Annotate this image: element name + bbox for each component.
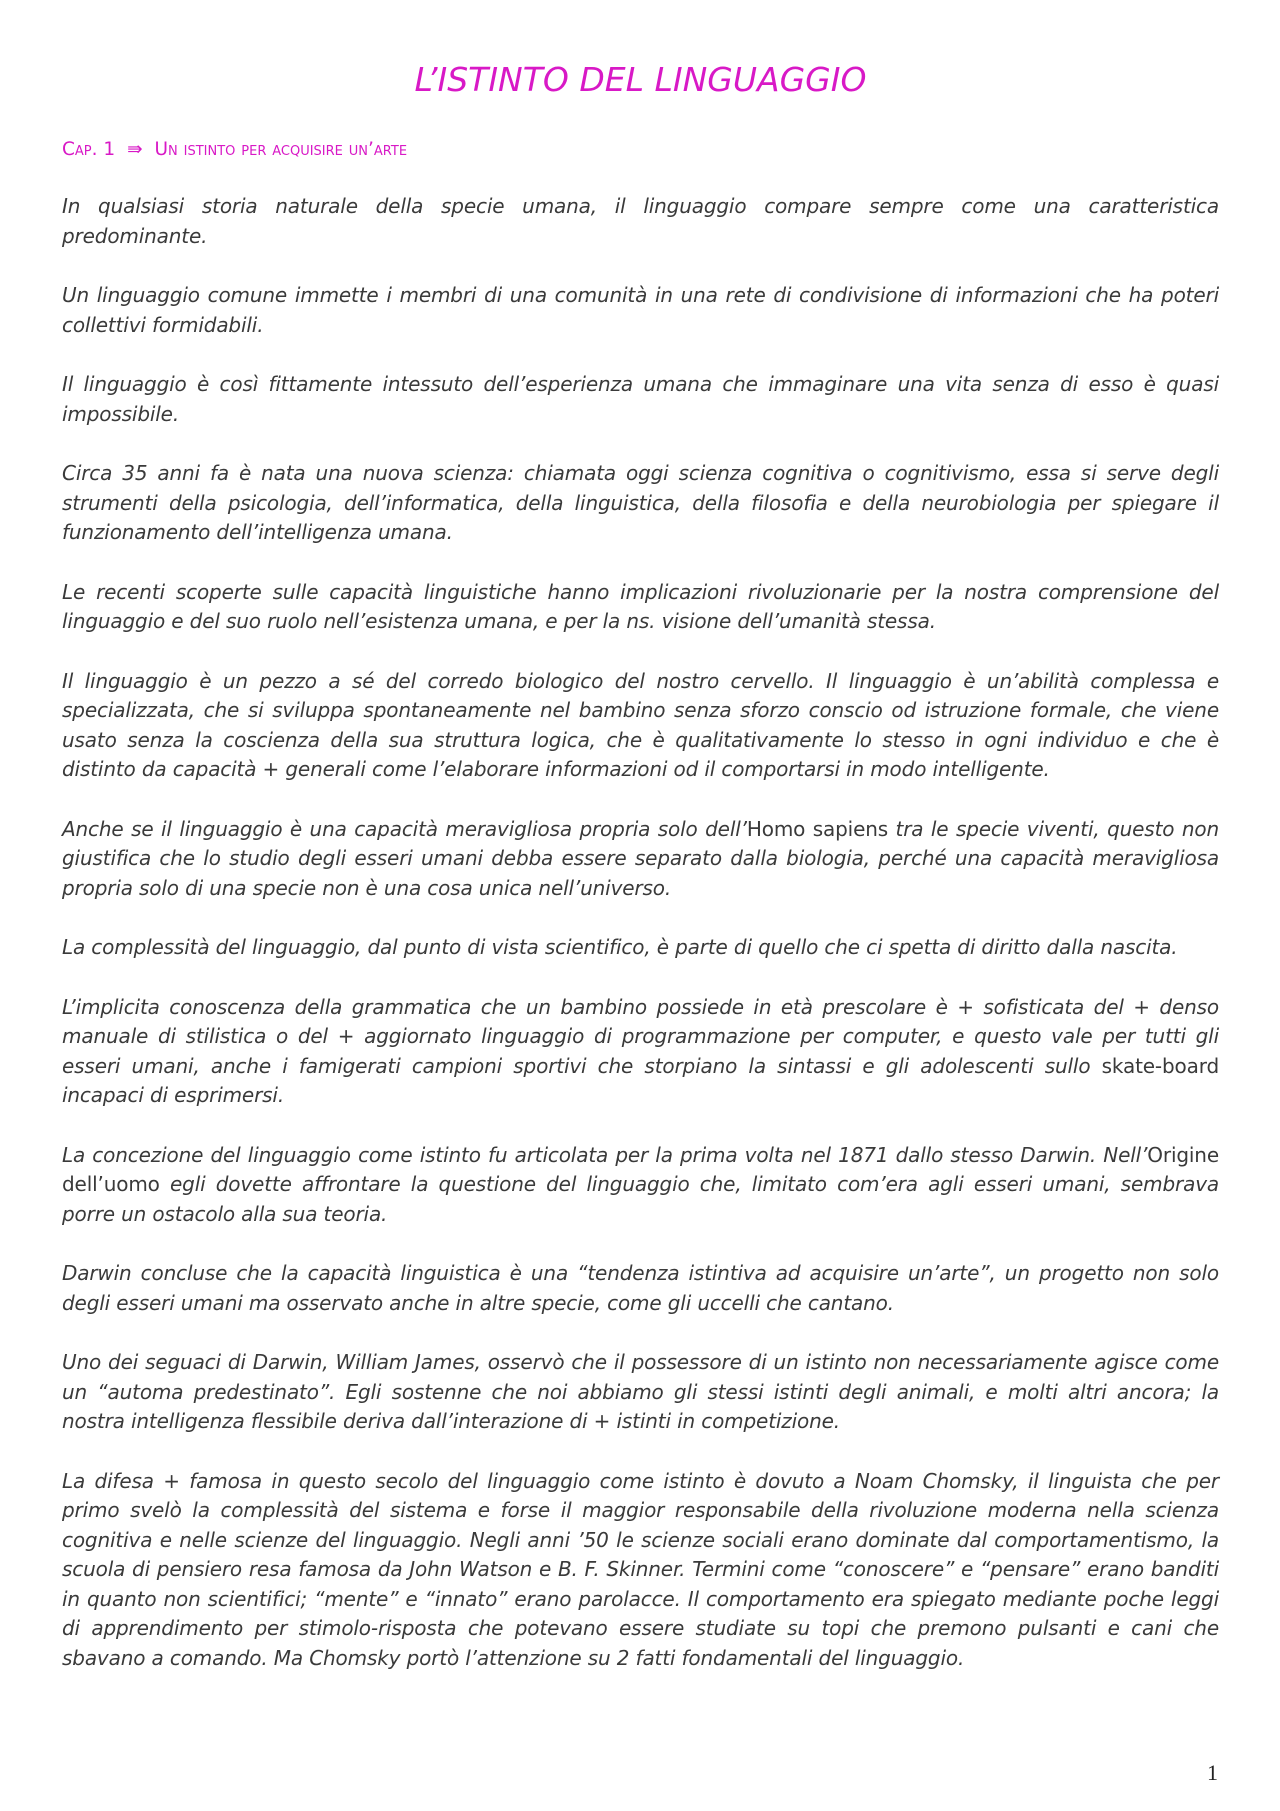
paragraph: La concezione del linguaggio come istinto fu articolata per la prima volta nel 1871 dallo stesso Darwin. Nell’Origine dell’uomo egli dovette affrontare la questione del linguaggio che, limitato com’era agli esseri umani, sembrava porre un ostacolo alla sua teoria. xyxy=(62,1142,1219,1226)
page-number: 1 xyxy=(1207,1760,1218,1785)
paragraph: La complessità del linguaggio, dal punto di vista scientifico, è parte di quello che ci spetta di diritto dalla nascita. xyxy=(62,935,1178,959)
paragraph: Uno dei seguaci di Darwin, William James, osservò che il possessore di un istinto non necessariamente agisce come un “automa predestinato”. Egli sostenne che noi abbiamo gli stessi istinti degli animali, e molti altri ancora; la nostra intelligenza flessibile deriva dall’interazione di + istinti in competizione. xyxy=(62,1350,1219,1433)
chapter-title: Un istinto per acquisire un’arte xyxy=(154,139,408,160)
paragraph: In qualsiasi storia naturale della specie umana, il linguaggio compare sempre come una caratteristica predominante. xyxy=(62,194,1219,248)
emphasis-text: skate-board xyxy=(1101,1053,1219,1078)
paragraph: Anche se il linguaggio è una capacità meravigliosa propria solo dell’Homo sapiens tra le specie viventi, questo non giustifica che lo studio degli esseri umani debba essere separato dalla biologia, perché una capacità meravigliosa propria solo di una specie non è una cosa unica nell’universo. xyxy=(62,816,1219,900)
paragraph: La difesa + famosa in questo secolo del linguaggio come istinto è dovuto a Noam Chomsky, il linguista che per primo svelò la complessità del sistema e forse il maggior responsabile della rivoluzione moderna nella scienza cognitiva e nelle scienze del linguaggio. Negli anni ’50 le scienze sociali erano dominate dal comportamentismo, la scuola di pensiero resa famosa da John Watson e B. F. Skinner. Termini come “conoscere” e “pensare” erano banditi in quanto non scientifici; “mente” e “innato” erano parolacce. Il comportamento era spiegato mediante poche leggi di apprendimento per stimolo-risposta che potevano essere studiate su topi che premono pulsanti e cani che sbavano a comando. Ma Chomsky portò l’attenzione su 2 fatti fondamentali del linguaggio. xyxy=(62,1468,1219,1670)
chapter-heading xyxy=(62,139,1219,160)
arrow-icon: ⇛ xyxy=(127,139,143,160)
paragraph: Darwin concluse che la capacità linguistica è una “tendenza istintiva ad acquisire un’arte”, un progetto non solo degli esseri umani ma osservato anche in altre specie, come gli uccelli che cantano. xyxy=(62,1261,1219,1315)
paragraph: L’implicita conoscenza della grammatica che un bambino possiede in età prescolare è + sofisticata del + denso manuale di stilistica o del + aggiornato linguaggio di programmazione per computer, e questo vale per tutti gli esseri umani, anche i famigerati campioni sportivi che storpiano la sintassi e gli adolescenti sullo skate-board incapaci di esprimersi. xyxy=(62,994,1219,1107)
emphasis-text: Origine dell’uomo xyxy=(62,1142,1219,1196)
paragraph: Il linguaggio è un pezzo a sé del corredo biologico del nostro cervello. Il linguaggio è un’abilità complessa e specializzata, che si sviluppa spontaneamente nel bambino senza sforzo conscio od istruzione formale, che viene usato senza la coscienza della sua struttura logica, che è qualitativamente lo stesso in ogni individuo e che è distinto da capacità + generali come l’elaborare informazioni od il comportarsi in modo intelligente. xyxy=(62,668,1219,781)
chapter-number: Cap. 1 xyxy=(62,139,116,160)
paragraph: Circa 35 anni fa è nata una nuova scienza: chiamata oggi scienza cognitiva o cognitivismo, essa si serve degli strumenti della psicologia, dell’informatica, della linguistica, della filosofia e della neurobiologia per spiegare il funzionamento dell’intelligenza umana. xyxy=(62,461,1219,544)
body-text xyxy=(62,192,1219,1673)
emphasis-text: Homo sapiens xyxy=(746,816,889,841)
paragraph: Un linguaggio comune immette i membri di una comunità in una rete di condivisione di informazioni che ha poteri collettivi formidabili. xyxy=(62,283,1219,337)
document-title: L’ISTINTO DEL LINGUAGGIO xyxy=(414,60,867,99)
paragraph: Le recenti scoperte sulle capacità linguistiche hanno implicazioni rivoluzionarie per la nostra comprensione del linguaggio e del suo ruolo nell’esistenza umana, e per la ns. visione dell’umanità stessa. xyxy=(62,579,1219,633)
paragraph: Il linguaggio è così fittamente intessuto dell’esperienza umana che immaginare una vita senza di esso è quasi impossibile. xyxy=(62,372,1219,426)
